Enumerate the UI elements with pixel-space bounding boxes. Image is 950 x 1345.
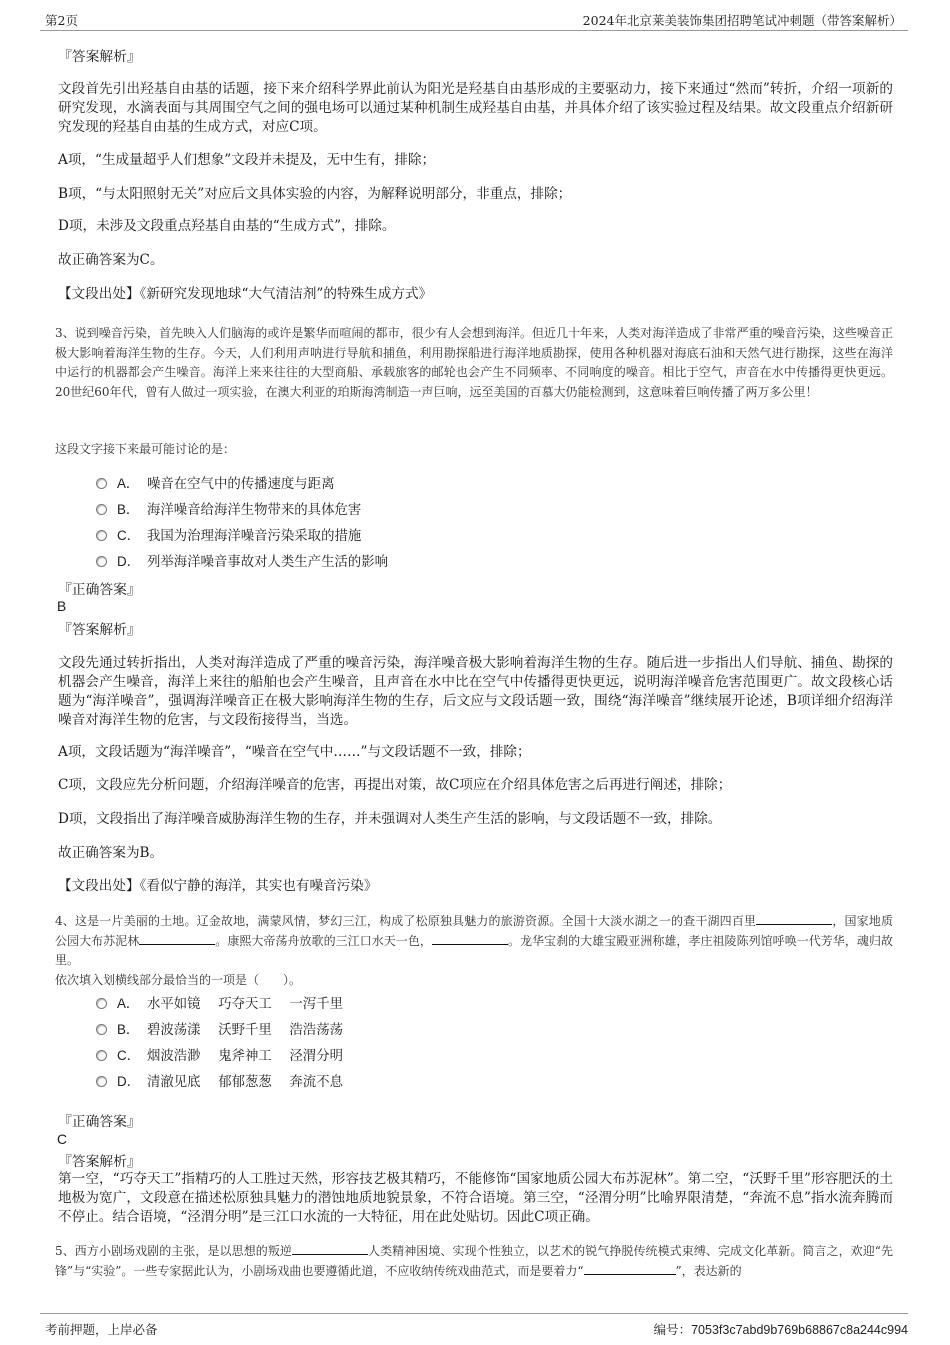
- question-prompt: 这段文字接下来最可能讨论的是：: [55, 442, 236, 456]
- option-key: B．: [117, 1022, 140, 1037]
- fill-blank-2: [584, 1262, 676, 1275]
- fill-blank-1: [292, 1242, 368, 1255]
- correct-answer: B: [57, 599, 67, 614]
- option-key: D．: [117, 1074, 141, 1089]
- option-b[interactable]: [96, 501, 361, 520]
- conclusion: 故正确答案为C。: [58, 252, 164, 268]
- option-text: 水平如镜 巧夺天工 一泻千里: [147, 997, 343, 1012]
- source-citation: 【文段出处】《新研究发现地球“大气清洁剂”的特殊生成方式》: [58, 286, 433, 302]
- analysis-option-d: D项，未涉及文段重点羟基自由基的“生成方式”，排除。: [58, 218, 396, 234]
- radio-icon[interactable]: [96, 556, 107, 567]
- analysis-option-c: C项，文段应先分析问题，介绍海洋噪音的危害，再提出对策，故C项应在介绍具体危害之后再进行阐述，排除；: [58, 777, 732, 793]
- option-text: 烟波浩渺 鬼斧神工 泾渭分明: [147, 1049, 343, 1064]
- radio-icon[interactable]: [96, 1076, 107, 1087]
- option-text: 海洋噪音给海洋生物带来的具体危害: [147, 503, 362, 518]
- option-key: B．: [117, 502, 140, 517]
- analysis-paragraph: 第一空，“巧夺天工”指精巧的人工胜过天然，形容技艺极其精巧，不能修饰“国家地质公园大布苏泥林”。第二空，“沃野千里”形容肥沃的土地极为宽广，文段意在描述松原独具魅力的潜蚀地质地貌景象，不符合语境。第三空，“泾渭分明”比喻界限清楚，“奔流不息”指水流奔腾而不停止。结合语境，“泾渭分明”是三江口水流的一大特征，用在此处贴切。因此C项正确。: [58, 1171, 893, 1225]
- page-header: [40, 8, 908, 31]
- stem-text: 4、这是一片美丽的土地。辽金故地，满蒙风情，梦幻三江，构成了松原独具魅力的旅游资源。全国十大淡水湖之一的查干湖四百里: [55, 914, 757, 928]
- stem-text: ，国家地质公园大布苏泥林: [55, 914, 893, 948]
- document-title: 2024年北京莱美装饰集团招聘笔试冲刺题（带答案解析）: [582, 13, 902, 28]
- option-text: 我国为治理海洋噪音污染采取的措施: [147, 529, 362, 544]
- correct-answer-label: 『正确答案』: [58, 1114, 141, 1130]
- analysis-paragraph: 文段先通过转折指出，人类对海洋造成了严重的噪音污染，海洋噪音极大影响着海洋生物的生存。随后进一步指出人们导航、捕鱼、勘探的机器会产生噪音，海洋上来往的船舶也会产生噪音，且声音在水中比在空气中传播得更快更远，说明海洋噪音危害范围更广。故文段核心话题为“海洋噪音”，强调海洋噪音正在极大影响海洋生物的生存，后文应与文段话题一致，围绕“海洋噪音”继续展开论述，B项详细介绍海洋噪音对海洋生物的危害，与文段衔接得当，当选。: [58, 655, 893, 728]
- radio-icon[interactable]: [96, 998, 107, 1009]
- stem-text: 。龙华宝刹的大雄宝殿亚洲称雄，孝庄祖陵陈列馆呼唤一代芳华，魂归故里。: [55, 933, 893, 967]
- fill-blank-1: [756, 912, 832, 925]
- option-key: C．: [117, 1048, 141, 1063]
- question-stem: [55, 1242, 893, 1281]
- option-c[interactable]: [96, 527, 361, 546]
- document-code: 编号：7053f3c7abd9b769b68867c8a244c994: [653, 1323, 908, 1337]
- option-key: A．: [117, 996, 140, 1011]
- source-citation: 【文段出处】《看似宁静的海洋，其实也有噪音污染》: [58, 878, 378, 894]
- option-key: D．: [117, 554, 141, 569]
- option-a[interactable]: [96, 995, 343, 1014]
- fill-blank-2: [139, 932, 215, 945]
- correct-answer: C: [57, 1132, 67, 1147]
- fill-blank-3: [432, 932, 508, 945]
- stem-text: 。康熙大帝荡舟放歌的三江口水天一色，: [215, 933, 432, 948]
- question-prompt: 依次填入划横线部分最恰当的一项是（ ）。: [55, 973, 302, 987]
- option-c[interactable]: [96, 1047, 343, 1066]
- option-a[interactable]: [96, 475, 334, 494]
- analysis-label: 『答案解析』: [58, 49, 141, 65]
- analysis-option-d: D项，文段指出了海洋噪音威胁海洋生物的生存，并未强调对人类生产生活的影响，与文段话题不一致，排除。: [58, 811, 722, 827]
- option-b[interactable]: [96, 1021, 343, 1040]
- page-footer: [40, 1313, 908, 1340]
- correct-answer-label: 『正确答案』: [58, 582, 141, 598]
- radio-icon[interactable]: [96, 530, 107, 541]
- option-key: A．: [117, 476, 140, 491]
- option-text: 碧波荡漾 沃野千里 浩浩荡荡: [147, 1023, 343, 1038]
- question-stem: [55, 912, 893, 971]
- stem-text: 5、西方小剧场戏剧的主张，是以思想的叛逆: [55, 1244, 292, 1258]
- question-stem: 3、说到噪音污染，首先映入人们脑海的或许是繁华而喧闹的都市，很少有人会想到海洋。但近几十年来，人类对海洋造成了非常严重的噪音污染，这些噪音正极大影响着海洋生物的生存。今天，人们利用声呐进行导航和捕鱼，利用勘探船进行海洋地质勘探，使用各种机器对海底石油和天然气进行勘探，这些在海洋中运行的机器都会产生噪音。海洋上来来往往的大型商船、承载旅客的邮轮也会产生不同频率、不同响度的噪音。相比于空气，声音在水中传播得更快更远。20世纪60年代，曾有人做过一项实验，在澳大利亚的珀斯海湾制造一声巨响，远至美国的百慕大仍能检测到，这意味着巨响传播了两万多公里！: [55, 326, 893, 399]
- footer-slogan: 考前押题，上岸必备: [45, 1322, 158, 1337]
- option-text: 噪音在空气中的传播速度与距离: [147, 477, 335, 492]
- radio-icon[interactable]: [96, 1050, 107, 1061]
- radio-icon[interactable]: [96, 478, 107, 489]
- radio-icon[interactable]: [96, 504, 107, 515]
- page-number: 第2页: [45, 13, 78, 28]
- stem-text: ”，表达新的: [675, 1263, 742, 1278]
- analysis-label: 『答案解析』: [58, 622, 141, 638]
- analysis-label: 『答案解析』: [58, 1154, 141, 1170]
- analysis-option-a: A项，文段话题为“海洋噪音”，“噪音在空气中……”与文段话题不一致，排除；: [58, 744, 531, 760]
- analysis-option-a: A项，“生成量超乎人们想象”文段并未提及，无中生有，排除；: [58, 152, 436, 168]
- conclusion: 故正确答案为B。: [58, 845, 164, 861]
- option-d[interactable]: [96, 553, 388, 572]
- option-text: 清澈见底 郁郁葱葱 奔流不息: [147, 1075, 343, 1090]
- stem-text: 人类精神困境、实现个性独立，以艺术的锐气挣脱传统模式束缚、完成文化革新。简言之，欢迎“先锋”与“实验”。一些专家据此认为，小剧场戏曲也要遵循此道，不应收纳传统戏曲范式，而是要着力“: [55, 1244, 894, 1278]
- option-key: C．: [117, 528, 141, 543]
- analysis-paragraph: 文段首先引出羟基自由基的话题，接下来介绍科学界此前认为阳光是羟基自由基形成的主要驱动力，接下来通过“然而”转折，介绍一项新的研究发现，水滴表面与其周围空气之间的强电场可以通过某种机制生成羟基自由基，并具体介绍了该实验过程及结果。故文段重点介绍新研究发现的羟基自由基的生成方式，对应C项。: [58, 81, 893, 135]
- option-d[interactable]: [96, 1073, 343, 1092]
- radio-icon[interactable]: [96, 1024, 107, 1035]
- analysis-option-b: B项，“与太阳照射无关”对应后文具体实验的内容，为解释说明部分，非重点，排除；: [58, 186, 572, 202]
- option-text: 列举海洋噪音事故对人类生产生活的影响: [147, 555, 389, 570]
